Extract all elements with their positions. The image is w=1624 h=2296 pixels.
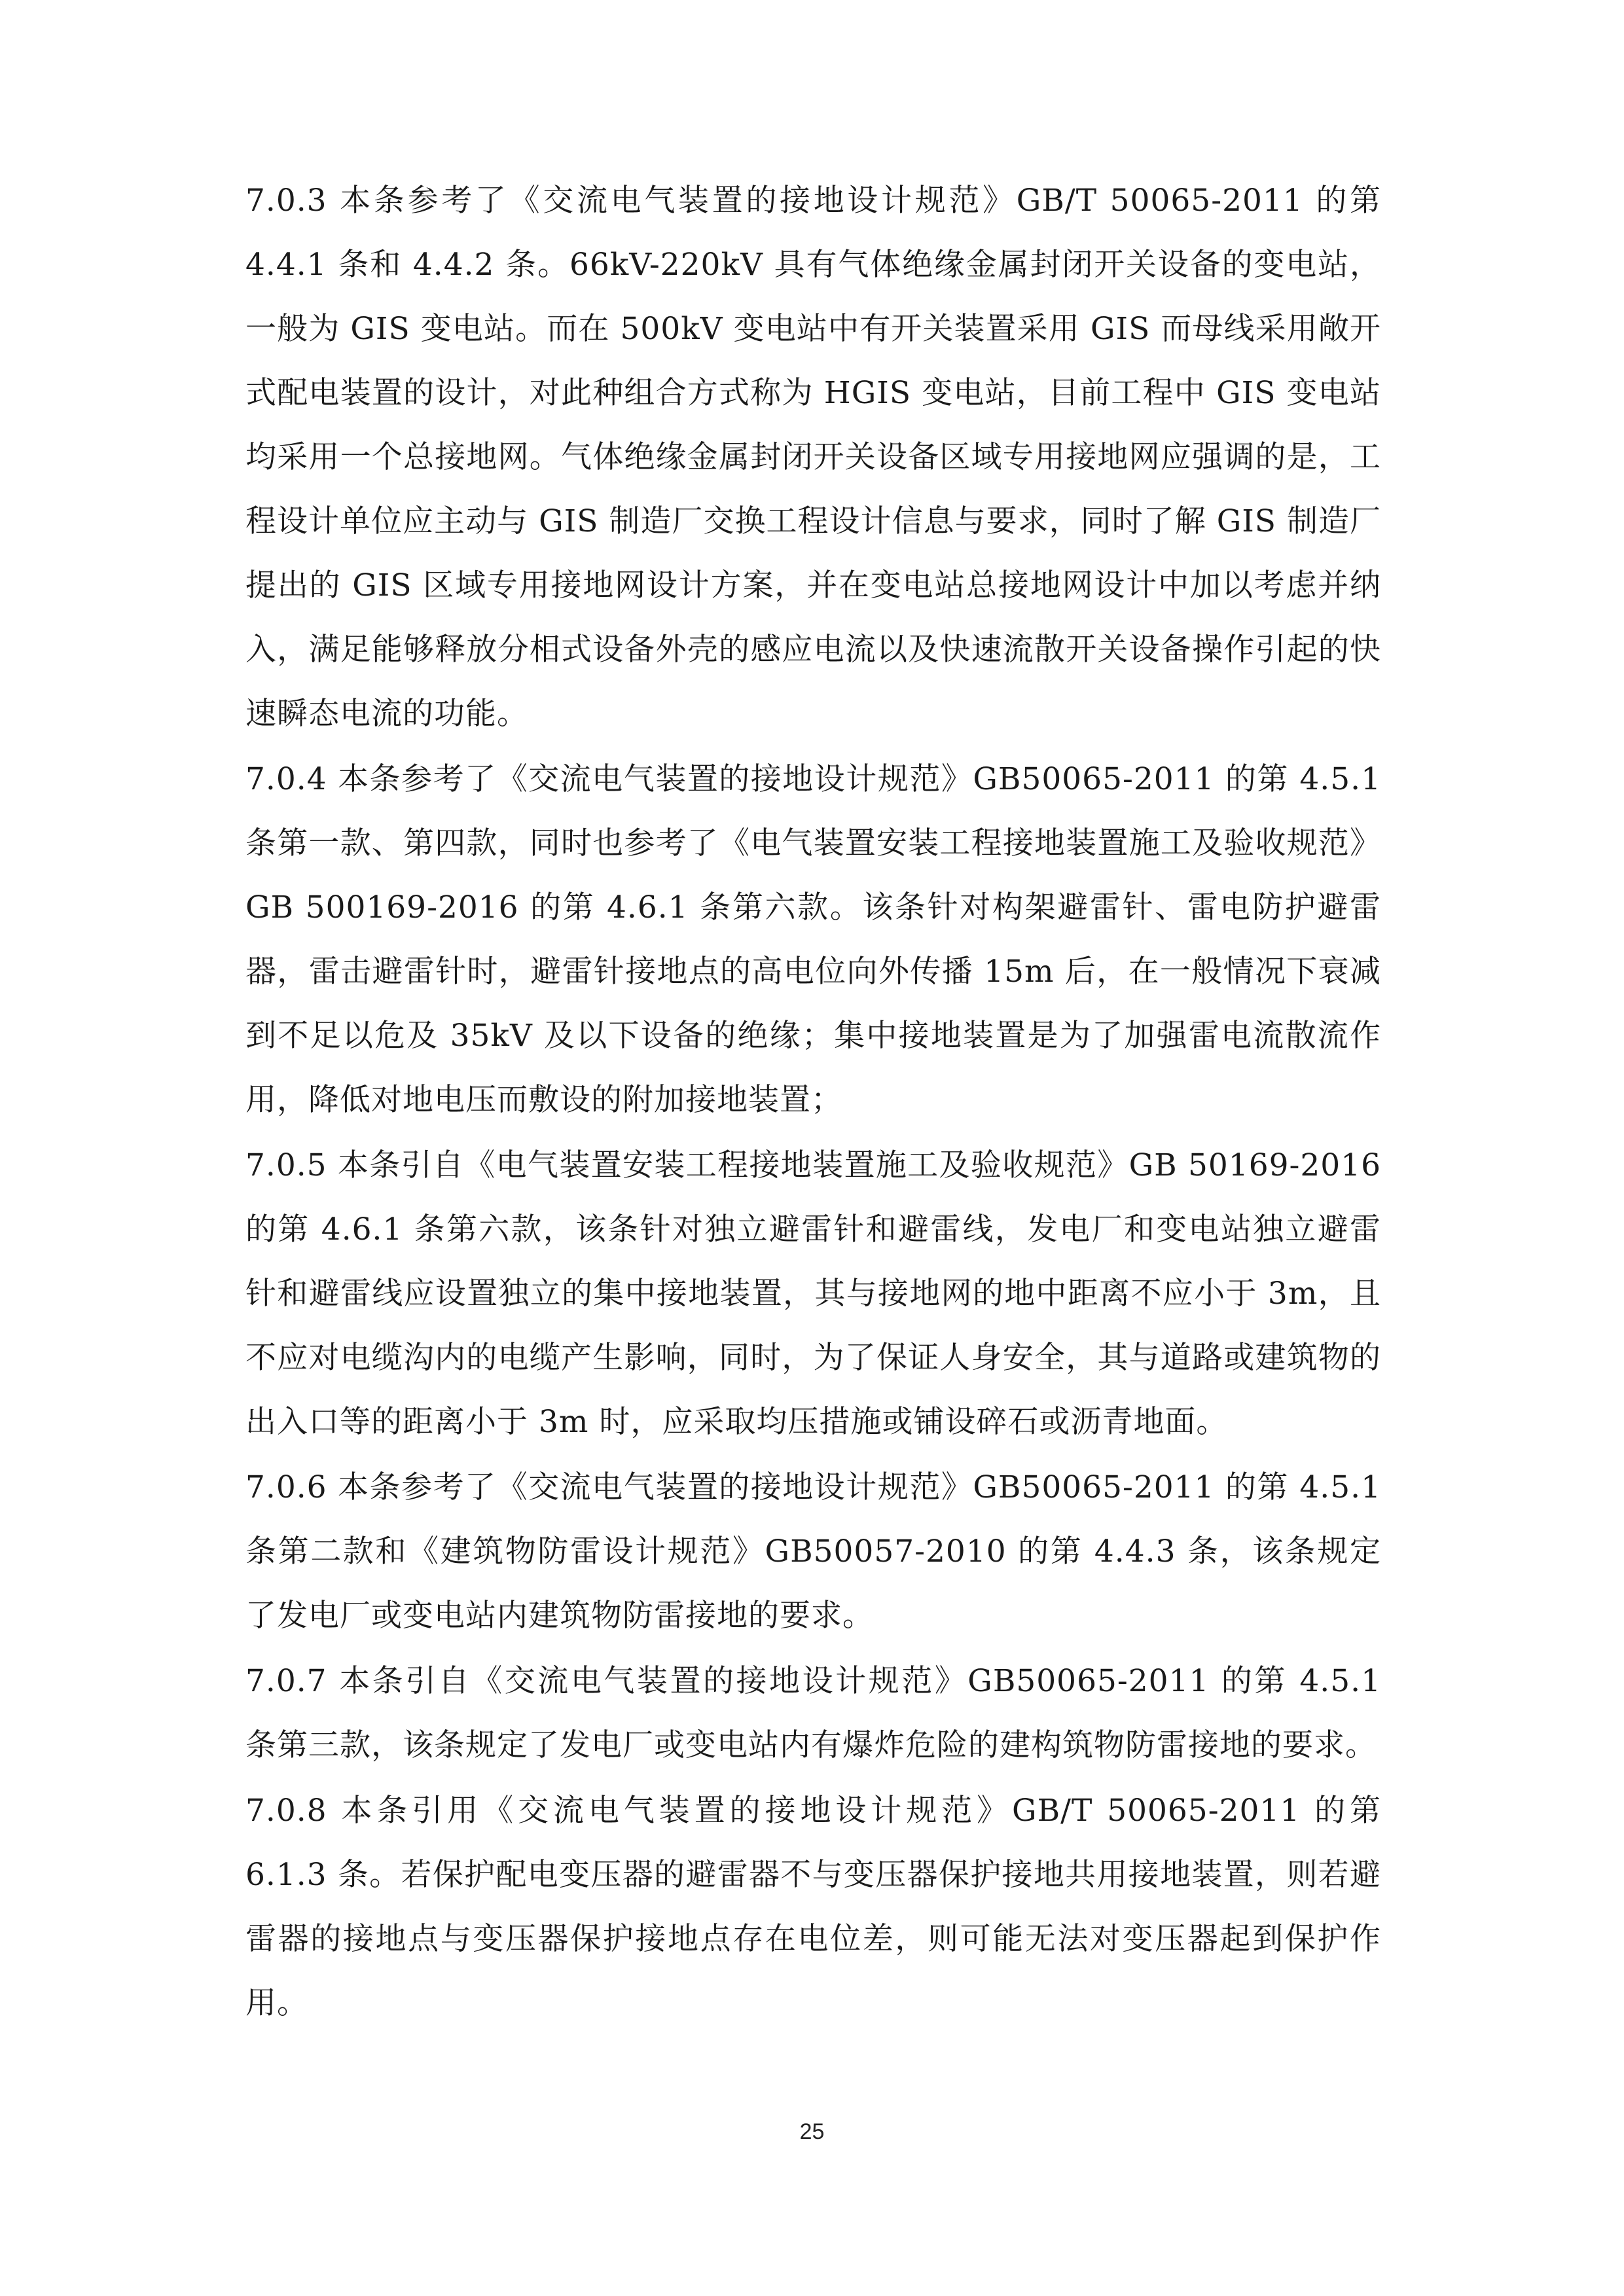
- paragraph-7-0-7: 7.0.7 本条引自《交流电气装置的接地设计规范》GB50065-2011 的第 4.5.1 条第三款，该条规定了发电厂或变电站内有爆炸危险的建构筑物防雷接地的要求。: [245, 1663, 1381, 1763]
- paragraph-7-0-6: 7.0.6 本条参考了《交流电气装置的接地设计规范》GB50065-2011 的第 4.5.1 条第二款和《建筑物防雷设计规范》GB50057-2010 的第 4.4.3 条，该条规定了发电厂或变电站内建筑物防雷接地的要求。: [245, 1469, 1381, 1634]
- page-body: [245, 169, 1381, 2037]
- paragraph-7-0-8: 7.0.8 本条引用《交流电气装置的接地设计规范》GB/T 50065-2011 的第 6.1.3 条。若保护配电变压器的避雷器不与变压器保护接地共用接地装置，则若避雷器的接地点与变压器保护接地点存在电位差，则可能无法对变压器起到保护作用。: [245, 1793, 1381, 2021]
- paragraph-7-0-4: 7.0.4 本条参考了《交流电气装置的接地设计规范》GB50065-2011 的第 4.5.1 条第一款、第四款，同时也参考了《电气装置安装工程接地装置施工及验收规范》GB 500169-2016 的第 4.6.1 条第六款。该条针对构架避雷针、雷电防护避雷器，雷击避雷针时，避雷针接地点的高电位向外传播 15m 后，在一般情况下衰减到不足以危及 35kV 及以下设备的绝缘；集中接地装置是为了加强雷电流散流作用，降低对地电压而敷设的附加接地装置；: [245, 761, 1381, 1118]
- page-number: 25: [799, 2119, 825, 2144]
- paragraph-7-0-3: 7.0.3 本条参考了《交流电气装置的接地设计规范》GB/T 50065-2011 的第 4.4.1 条和 4.4.2 条。66kV-220kV 具有气体绝缘金属封闭开关设备的变电站，一般为 GIS 变电站。而在 500kV 变电站中有开关装置采用 GIS 而母线采用敞开式配电装置的设计，对此种组合方式称为 HGIS 变电站，目前工程中 GIS 变电站均采用一个总接地网。气体绝缘金属封闭开关设备区域专用接地网应强调的是，工程设计单位应主动与 GIS 制造厂交换工程设计信息与要求，同时了解 GIS 制造厂提出的 GIS 区域专用接地网设计方案，并在变电站总接地网设计中加以考虑并纳入，满足能够释放分相式设备外壳的感应电流以及快速流散开关设备操作引起的快速瞬态电流的功能。: [245, 183, 1381, 732]
- paragraph-7-0-5: 7.0.5 本条引自《电气装置安装工程接地装置施工及验收规范》GB 50169-2016 的第 4.6.1 条第六款，该条针对独立避雷针和避雷线，发电厂和变电站独立避雷针和避雷线应设置独立的集中接地装置，其与接地网的地中距离不应小于 3m，且不应对电缆沟内的电缆产生影响，同时，为了保证人身安全，其与道路或建筑物的出入口等的距离小于 3m 时，应采取均压措施或铺设碎石或沥青地面。: [245, 1147, 1381, 1440]
